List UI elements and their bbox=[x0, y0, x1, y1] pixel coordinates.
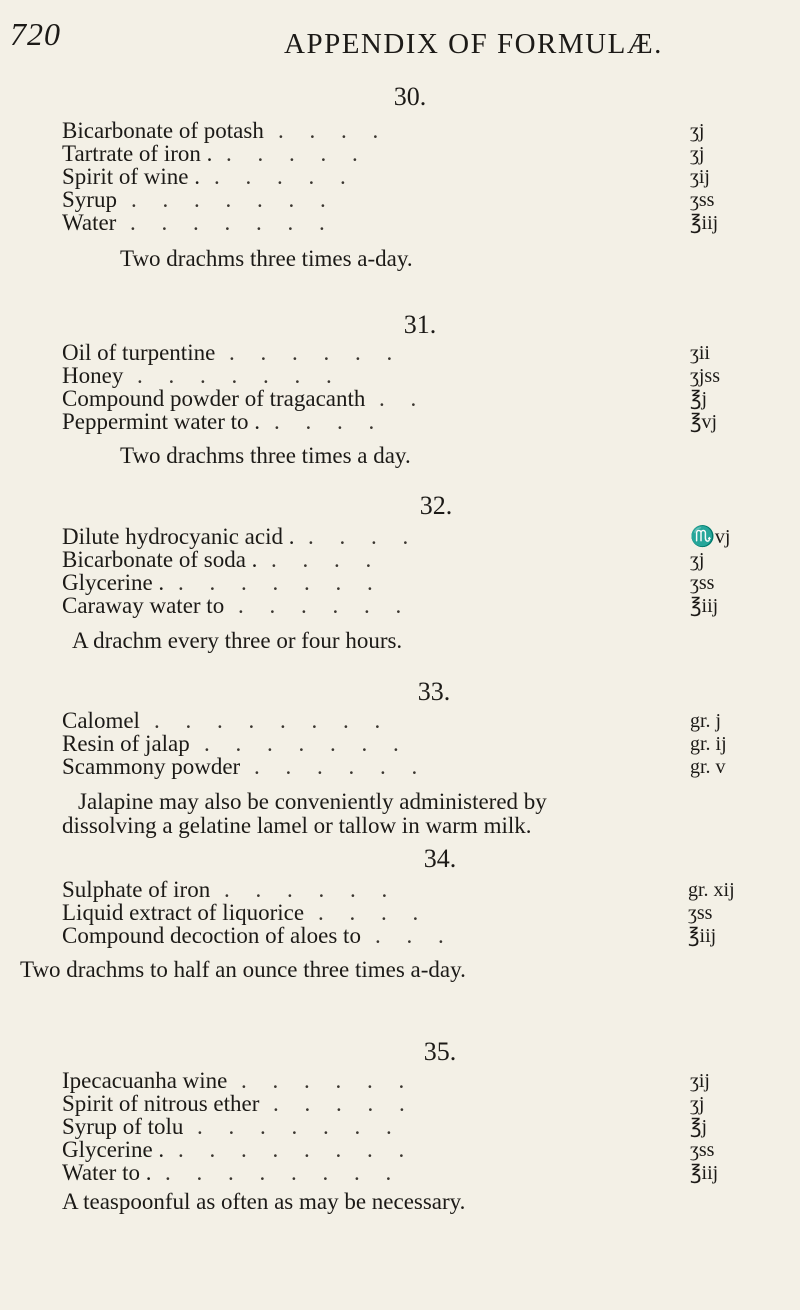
formula-number: 34. bbox=[423, 844, 457, 873]
leader-dots: . . . . . . . bbox=[130, 210, 335, 235]
formula-directions: dissolving a gelatine lamel or tallow in warm milk. bbox=[62, 813, 532, 838]
formula-directions: Jalapine may also be conveniently administered by bbox=[78, 789, 547, 814]
ingredient-row bbox=[62, 409, 760, 435]
leader-dots: . . . . . . . bbox=[131, 187, 336, 212]
leader-dots: . . . bbox=[375, 923, 454, 948]
leader-dots: . . . . . . . bbox=[137, 363, 342, 388]
ingredient-name: Oil of turpentine bbox=[62, 340, 216, 365]
ingredient-name: Sulphate of iron bbox=[62, 877, 211, 902]
formula-directions: A drachm every three or four hours. bbox=[72, 628, 403, 653]
leader-dots: . . . . . bbox=[226, 141, 368, 166]
ingredient-name: Liquid extract of liquorice bbox=[62, 900, 305, 925]
ingredient-row bbox=[62, 754, 760, 780]
ingredient-name: Dilute hydrocyanic acid . bbox=[62, 524, 295, 549]
leader-dots: . . . . . . . bbox=[197, 1114, 402, 1139]
leader-dots: . . . . . . . . bbox=[165, 1160, 402, 1185]
ingredient-amount: gr. v bbox=[690, 756, 726, 778]
leader-dots: . . . . . . . . bbox=[178, 1137, 415, 1162]
ingredient-name: Water to . bbox=[62, 1160, 152, 1185]
ingredient-name: Bicarbonate of soda . bbox=[62, 547, 258, 572]
ingredient-amount: ℥iij bbox=[688, 925, 717, 947]
leader-dots: . . . . . . bbox=[229, 340, 403, 365]
ingredient-name: Tartrate of iron . bbox=[62, 141, 213, 166]
ingredient-name: Bicarbonate of potash bbox=[62, 118, 264, 143]
leader-dots: . . . . . . . . bbox=[154, 708, 391, 733]
ingredient-amount: ℥iij bbox=[690, 212, 719, 234]
ingredient-amount: ℥j bbox=[690, 1116, 708, 1138]
leader-dots: . . . . bbox=[318, 900, 429, 925]
ingredient-name: Glycerine . bbox=[62, 1137, 165, 1162]
ingredient-amount: gr. xij bbox=[688, 879, 735, 901]
ingredient-name: Syrup bbox=[62, 187, 117, 212]
ingredient-amount: ʒss bbox=[688, 902, 713, 924]
ingredient-amount: ℥vj bbox=[690, 411, 718, 433]
ingredient-name: Compound decoction of aloes to bbox=[62, 923, 361, 948]
leader-dots: . . . . bbox=[278, 118, 389, 143]
leader-dots: . . . . . bbox=[273, 1091, 415, 1116]
leader-dots: . . . . bbox=[308, 524, 419, 549]
ingredient-name: Caraway water to bbox=[62, 593, 225, 618]
ingredient-name: Water bbox=[62, 210, 117, 235]
ingredient-amount: ℥iij bbox=[690, 595, 719, 617]
formula-number: 32. bbox=[419, 491, 453, 520]
ingredient-amount: ℥iij bbox=[690, 1162, 719, 1184]
leader-dots: . . bbox=[379, 386, 427, 411]
formula-directions: A teaspoonful as often as may be necessary. bbox=[62, 1189, 466, 1214]
ingredient-row bbox=[62, 210, 760, 236]
formula-number: 33. bbox=[417, 677, 451, 706]
ingredient-name: Scammony powder bbox=[62, 754, 241, 779]
ingredient-name: Peppermint water to . bbox=[62, 409, 261, 434]
ingredient-amount: ʒij bbox=[690, 166, 710, 188]
leader-dots: . . . . . . bbox=[224, 877, 398, 902]
ingredient-row bbox=[62, 593, 760, 619]
formula-directions: Two drachms to half an ounce three times a-day. bbox=[20, 957, 466, 982]
ingredient-name: Ipecacuanha wine bbox=[62, 1068, 228, 1093]
ingredient-name: Honey bbox=[62, 363, 124, 388]
page-number: 720 bbox=[10, 16, 61, 52]
ingredient-amount: gr. j bbox=[690, 710, 722, 732]
ingredient-row bbox=[62, 923, 760, 949]
formula-directions: Two drachms three times a day. bbox=[120, 443, 411, 468]
leader-dots: . . . . bbox=[274, 409, 385, 434]
ingredient-name: Spirit of nitrous ether bbox=[62, 1091, 260, 1116]
formula-number: 30. bbox=[393, 82, 427, 111]
ingredient-name: Calomel bbox=[62, 708, 140, 733]
ingredient-amount: ʒss bbox=[690, 1139, 715, 1161]
formula-number: 35. bbox=[423, 1037, 457, 1066]
ingredient-amount: ʒj bbox=[690, 1093, 705, 1115]
ingredient-name: Glycerine . bbox=[62, 570, 165, 595]
leader-dots: . . . . . . bbox=[241, 1068, 415, 1093]
ingredient-name: Spirit of wine . bbox=[62, 164, 200, 189]
ingredient-row bbox=[62, 1160, 760, 1186]
leader-dots: . . . . . . bbox=[238, 593, 412, 618]
ingredient-amount: ʒss bbox=[690, 189, 715, 211]
leader-dots: . . . . . . . bbox=[204, 731, 409, 756]
formula-directions: Two drachms three times a-day. bbox=[120, 246, 413, 271]
leader-dots: . . . . . . . bbox=[178, 570, 383, 595]
running-head: APPENDIX OF FORMULÆ. bbox=[284, 28, 663, 60]
ingredient-amount: ʒj bbox=[690, 143, 705, 165]
leader-dots: . . . . . . bbox=[254, 754, 428, 779]
leader-dots: . . . . bbox=[271, 547, 382, 572]
formula-number: 31. bbox=[403, 310, 437, 339]
ingredient-amount: ♏vj bbox=[690, 526, 731, 548]
ingredient-amount: ℥j bbox=[690, 388, 708, 410]
ingredient-amount: ʒj bbox=[690, 120, 705, 142]
ingredient-amount: ʒss bbox=[690, 572, 715, 594]
ingredient-amount: ʒjss bbox=[690, 365, 720, 387]
leader-dots: . . . . . bbox=[214, 164, 356, 189]
ingredient-name: Resin of jalap bbox=[62, 731, 190, 756]
ingredient-name: Compound powder of tragacanth bbox=[62, 386, 366, 411]
ingredient-amount: ʒii bbox=[690, 342, 710, 364]
ingredient-amount: ʒij bbox=[690, 1070, 710, 1092]
ingredient-name: Syrup of tolu bbox=[62, 1114, 184, 1139]
ingredient-amount: ʒj bbox=[690, 549, 705, 571]
ingredient-amount: gr. ij bbox=[690, 733, 727, 755]
